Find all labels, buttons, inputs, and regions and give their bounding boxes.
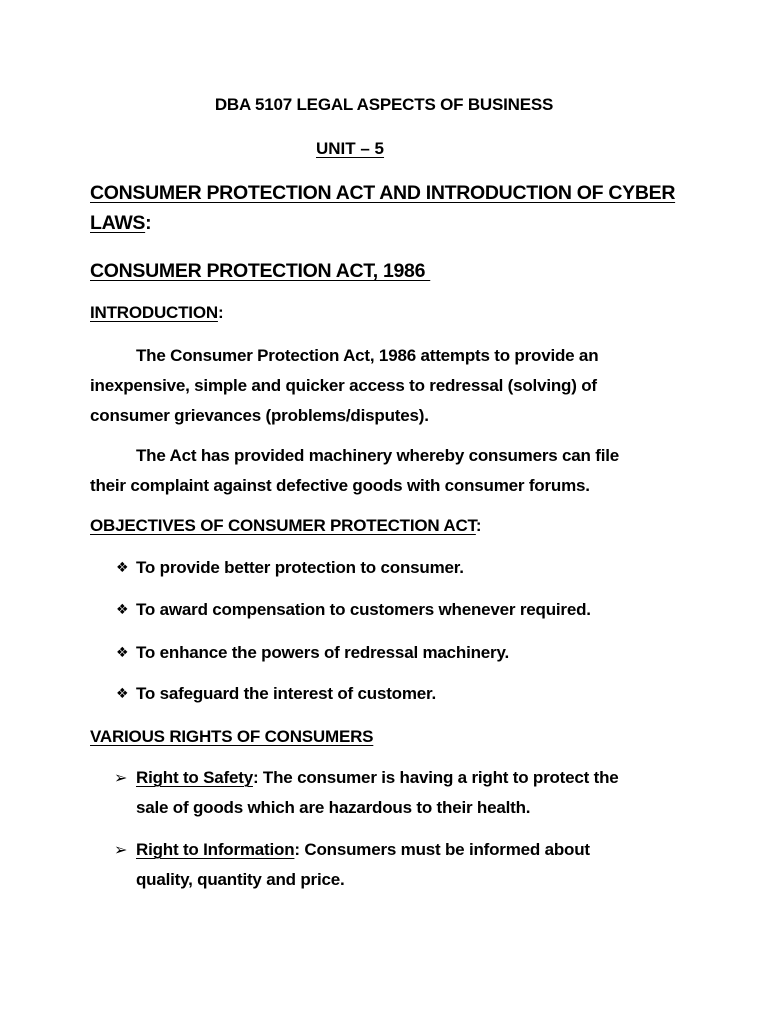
right-title: Right to Safety bbox=[136, 768, 253, 787]
right-item-body bbox=[136, 763, 619, 823]
diamond-bullet-icon: ❖ bbox=[116, 560, 129, 576]
main-heading-line2-text: LAWS bbox=[90, 212, 146, 234]
arrow-bullet-icon: ➢ bbox=[114, 768, 128, 787]
intro-paragraph-2-line1: The Act has provided machinery whereby consumers can file bbox=[136, 446, 620, 465]
main-heading-line1-text: CONSUMER PROTECTION ACT AND INTRODUCTION OF CYBER bbox=[90, 182, 676, 204]
objective-item bbox=[116, 600, 591, 620]
act-heading-text: CONSUMER PROTECTION ACT, 1986 bbox=[90, 260, 431, 282]
rights-heading-text: VARIOUS RIGHTS OF CONSUMERS bbox=[90, 727, 374, 746]
objective-text: To safeguard the interest of customer. bbox=[136, 684, 437, 703]
introduction-colon: : bbox=[217, 303, 224, 322]
objective-text: To provide better protection to consumer. bbox=[136, 558, 464, 577]
act-heading bbox=[90, 256, 430, 286]
objective-text: To enhance the powers of redressal machinery. bbox=[136, 643, 509, 662]
objective-item bbox=[116, 684, 436, 704]
diamond-bullet-icon: ❖ bbox=[116, 645, 129, 661]
intro-paragraph-1 bbox=[90, 341, 690, 431]
main-heading-colon: : bbox=[145, 212, 152, 234]
arrow-bullet-icon: ➢ bbox=[114, 840, 128, 859]
diamond-bullet-icon: ❖ bbox=[116, 686, 129, 702]
objective-item bbox=[116, 558, 464, 578]
objective-item bbox=[116, 643, 509, 663]
introduction-heading-text: INTRODUCTION bbox=[90, 303, 218, 322]
intro-paragraph-2 bbox=[90, 441, 690, 501]
right-item-line2: sale of goods which are hazardous to their health. bbox=[136, 798, 531, 817]
course-title: DBA 5107 LEGAL ASPECTS OF BUSINESS bbox=[214, 95, 554, 114]
rights-heading bbox=[90, 727, 373, 747]
objective-text: To award compensation to customers whenever required. bbox=[136, 600, 591, 619]
main-heading-line2 bbox=[90, 208, 151, 238]
objectives-heading bbox=[90, 516, 481, 536]
intro-paragraph-1-line3: consumer grievances (problems/disputes). bbox=[90, 406, 429, 425]
objectives-colon: : bbox=[475, 516, 482, 535]
unit-title: UNIT – 5 bbox=[316, 139, 385, 158]
right-description: : Consumers must be informed about bbox=[294, 840, 590, 859]
right-item-body bbox=[136, 835, 590, 895]
right-item-line1 bbox=[136, 763, 619, 793]
objectives-heading-text: OBJECTIVES OF CONSUMER PROTECTION ACT bbox=[90, 516, 476, 535]
intro-paragraph-2-line2: their complaint against defective goods with consumer forums. bbox=[90, 476, 590, 495]
right-description: : The consumer is having a right to protect the bbox=[252, 768, 619, 787]
intro-paragraph-1-line2: inexpensive, simple and quicker access to redressal (solving) of bbox=[90, 376, 597, 395]
diamond-bullet-icon: ❖ bbox=[116, 602, 129, 618]
right-item-line1 bbox=[136, 835, 590, 865]
right-title: Right to Information bbox=[136, 840, 295, 859]
introduction-heading bbox=[90, 303, 223, 323]
right-item-line2: quality, quantity and price. bbox=[136, 870, 345, 889]
intro-paragraph-1-line1: The Consumer Protection Act, 1986 attempts to provide an bbox=[136, 346, 599, 365]
main-heading-line1 bbox=[90, 178, 675, 208]
